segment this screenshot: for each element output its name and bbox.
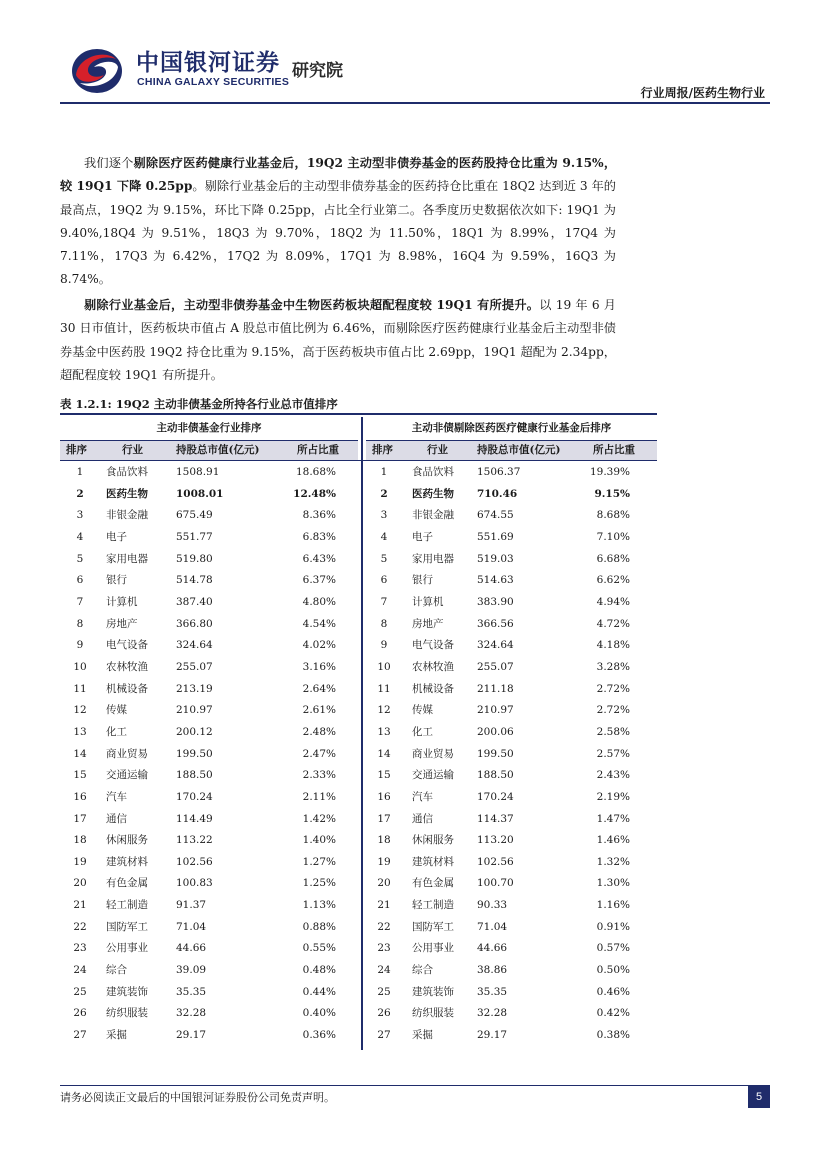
rank-cell: 7 — [380, 595, 388, 608]
rank-cell: 12 — [73, 704, 87, 717]
table-row — [0, 765, 827, 787]
paragraph-body: 以 19 年 6 月 30 日市值计，医药板块市值占 A 股总市值比例为 6.46%，而剔除医疗医药健康行业基金后主动型非债券基金中医药股 19Q2 持仓比重为 9.15%，高于医药板块市值占比 2.69pp，19Q1 超配为 2.34pp，超配程度较 19Q1 有所提升。 — [60, 298, 616, 382]
market-value-cell: 32.28 — [176, 1007, 207, 1020]
share-cell: 2.57% — [596, 747, 630, 760]
page-header — [0, 0, 827, 105]
table-row — [0, 873, 827, 895]
industry-cell: 交通运输 — [412, 769, 454, 782]
market-value-cell: 366.80 — [176, 617, 213, 630]
market-value-cell: 35.35 — [477, 985, 508, 998]
industry-cell: 电子 — [106, 530, 127, 543]
industry-cell: 国防军工 — [106, 920, 148, 933]
market-value-cell: 170.24 — [176, 790, 213, 803]
market-value-cell: 199.50 — [176, 747, 213, 760]
table-row — [0, 960, 827, 982]
industry-cell: 有色金属 — [106, 877, 148, 890]
share-cell: 2.72% — [596, 682, 630, 695]
market-value-cell: 44.66 — [176, 942, 207, 955]
market-value-cell: 32.28 — [477, 1007, 508, 1020]
paragraph-lead: 我们逐个 — [84, 156, 134, 170]
share-cell: 0.36% — [302, 1029, 336, 1042]
table-row — [0, 462, 827, 484]
share-cell: 1.16% — [596, 899, 630, 912]
market-value-cell: 1008.01 — [176, 487, 224, 500]
market-value-cell: 29.17 — [477, 1029, 508, 1042]
industry-cell: 电气设备 — [412, 639, 454, 652]
market-value-cell: 1508.91 — [176, 466, 220, 478]
logo-english-name: CHINA GALAXY SECURITIES — [137, 76, 290, 88]
industry-cell: 房地产 — [412, 617, 444, 630]
industry-cell: 轻工制造 — [412, 899, 454, 912]
market-value-cell: 551.69 — [477, 530, 514, 543]
share-cell: 0.40% — [302, 1007, 336, 1020]
market-value-cell: 71.04 — [176, 920, 207, 933]
column-header-share: 所占比重 — [297, 444, 339, 456]
rank-cell: 14 — [377, 747, 391, 760]
market-value-cell: 551.77 — [176, 530, 213, 543]
rank-cell: 17 — [73, 812, 87, 825]
industry-cell: 建筑材料 — [106, 855, 148, 868]
share-cell: 4.80% — [302, 595, 336, 608]
market-value-cell: 255.07 — [176, 660, 213, 673]
table-row — [0, 614, 827, 636]
industry-cell: 国防军工 — [412, 920, 454, 933]
industry-cell: 化工 — [412, 725, 433, 738]
table-row — [0, 809, 827, 831]
industry-cell: 汽车 — [106, 790, 127, 803]
footer-divider — [60, 1085, 770, 1086]
market-value-cell: 210.97 — [477, 704, 514, 717]
rank-cell: 19 — [73, 855, 87, 868]
market-value-cell: 113.22 — [176, 834, 213, 847]
rank-cell: 12 — [377, 704, 391, 717]
rank-cell: 10 — [377, 660, 391, 673]
industry-cell: 电子 — [412, 530, 433, 543]
industry-cell: 休闲服务 — [106, 834, 148, 847]
rank-cell: 20 — [73, 877, 87, 890]
table-row — [0, 549, 827, 571]
share-cell: 4.72% — [596, 617, 630, 630]
rank-cell: 25 — [377, 985, 391, 998]
rank-cell: 14 — [73, 747, 87, 760]
share-cell: 0.50% — [596, 964, 630, 977]
rank-cell: 5 — [380, 552, 388, 565]
market-value-cell: 213.19 — [176, 682, 213, 695]
rank-cell: 16 — [73, 790, 87, 803]
table-row — [0, 917, 827, 939]
industry-cell: 家用电器 — [412, 552, 454, 565]
rank-cell: 27 — [73, 1029, 87, 1042]
share-cell: 19.39% — [589, 466, 630, 478]
industry-cell: 综合 — [106, 964, 127, 977]
rank-cell: 13 — [73, 725, 87, 738]
share-cell: 6.43% — [302, 552, 336, 565]
column-header-industry: 行业 — [427, 444, 448, 456]
rank-cell: 4 — [76, 530, 84, 543]
rank-cell: 3 — [380, 509, 388, 522]
share-cell: 1.46% — [596, 834, 630, 847]
industry-cell: 商业贸易 — [106, 747, 148, 760]
share-cell: 0.38% — [596, 1029, 630, 1042]
rank-cell: 17 — [377, 812, 391, 825]
industry-cell: 非银金融 — [412, 509, 454, 522]
share-cell: 4.18% — [596, 639, 630, 652]
galaxy-swirl-icon — [70, 45, 124, 95]
industry-cell: 电气设备 — [106, 639, 148, 652]
table-row — [0, 787, 827, 809]
share-cell: 4.54% — [302, 617, 336, 630]
share-cell: 6.37% — [302, 574, 336, 587]
share-cell: 6.83% — [302, 530, 336, 543]
rank-cell: 23 — [73, 942, 87, 955]
share-cell: 1.30% — [596, 877, 630, 890]
rank-cell: 4 — [380, 530, 388, 543]
industry-cell: 传媒 — [412, 704, 433, 717]
market-value-cell: 519.80 — [176, 552, 213, 565]
industry-cell: 交通运输 — [106, 769, 148, 782]
industry-cell: 建筑装饰 — [106, 985, 148, 998]
market-value-cell: 91.37 — [176, 899, 207, 912]
footer-disclaimer: 请务必阅读正文最后的中国银河证券股份公司免责声明。 — [60, 1091, 335, 1104]
industry-cell: 食品饮料 — [106, 466, 148, 478]
table-row — [0, 982, 827, 1004]
market-value-cell: 383.90 — [477, 595, 514, 608]
market-value-cell: 366.56 — [477, 617, 514, 630]
market-value-cell: 35.35 — [176, 985, 207, 998]
share-cell: 0.46% — [596, 985, 630, 998]
rank-cell: 27 — [377, 1029, 391, 1042]
market-value-cell: 514.78 — [176, 574, 213, 587]
column-header-share: 所占比重 — [593, 444, 635, 456]
rank-cell: 15 — [377, 769, 391, 782]
industry-cell: 综合 — [412, 964, 433, 977]
share-cell: 2.64% — [302, 682, 336, 695]
market-value-cell: 102.56 — [477, 855, 514, 868]
market-value-cell: 255.07 — [477, 660, 514, 673]
rank-cell: 5 — [76, 552, 84, 565]
industry-cell: 休闲服务 — [412, 834, 454, 847]
share-cell: 0.42% — [596, 1007, 630, 1020]
table-row — [0, 938, 827, 960]
rank-cell: 9 — [76, 639, 84, 652]
paragraph-bold-lead: 剔除医疗医药健康行业基金后，19Q2 主动型非债券基金的医药股持仓比重为 9.15%，较 19Q1 下降 0.25pp — [60, 156, 617, 194]
table-group-header-left: 主动非债基金行业排序 — [156, 422, 262, 434]
share-cell: 8.68% — [596, 509, 630, 522]
share-cell: 0.48% — [302, 964, 336, 977]
share-cell: 2.58% — [596, 725, 630, 738]
table-row — [0, 700, 827, 722]
rank-cell: 2 — [380, 487, 388, 500]
page-number: 5 — [748, 1086, 770, 1108]
industry-cell: 农林牧渔 — [412, 660, 454, 673]
rank-cell: 1 — [380, 466, 388, 478]
industry-cell: 纺织服装 — [412, 1007, 454, 1020]
share-cell: 6.68% — [596, 552, 630, 565]
share-cell: 8.36% — [302, 509, 336, 522]
table-row — [0, 830, 827, 852]
rank-cell: 8 — [380, 617, 388, 630]
share-cell: 12.48% — [293, 487, 336, 500]
industry-cell: 建筑材料 — [412, 855, 454, 868]
share-cell: 3.16% — [302, 660, 336, 673]
rank-cell: 23 — [377, 942, 391, 955]
share-cell: 0.91% — [596, 920, 630, 933]
market-value-cell: 102.56 — [176, 855, 213, 868]
industry-cell: 公用事业 — [412, 942, 454, 955]
market-value-cell: 29.17 — [176, 1029, 207, 1042]
industry-cell: 医药生物 — [106, 487, 148, 500]
share-cell: 2.11% — [302, 790, 336, 803]
market-value-cell: 200.06 — [477, 725, 514, 738]
table-row — [0, 895, 827, 917]
rank-cell: 10 — [73, 660, 87, 673]
table-row — [0, 570, 827, 592]
rank-cell: 25 — [73, 985, 87, 998]
market-value-cell: 71.04 — [477, 920, 508, 933]
share-cell: 0.88% — [302, 920, 336, 933]
table-row — [0, 657, 827, 679]
table-row — [0, 679, 827, 701]
market-value-cell: 114.49 — [176, 812, 213, 825]
market-value-cell: 38.86 — [477, 964, 508, 977]
column-header-rank: 排序 — [372, 444, 393, 456]
market-value-cell: 1506.37 — [477, 466, 521, 478]
market-value-cell: 100.70 — [477, 877, 514, 890]
table-body — [0, 462, 827, 1047]
market-value-cell: 100.83 — [176, 877, 213, 890]
share-cell: 1.32% — [596, 855, 630, 868]
table-row — [0, 527, 827, 549]
table-header-rule — [60, 460, 657, 461]
share-cell: 7.10% — [596, 530, 630, 543]
share-cell: 2.48% — [302, 725, 336, 738]
rank-cell: 19 — [377, 855, 391, 868]
column-header-value: 持股总市值(亿元) — [477, 444, 561, 456]
market-value-cell: 114.37 — [477, 812, 514, 825]
rank-cell: 24 — [377, 964, 391, 977]
column-header-industry: 行业 — [122, 444, 143, 456]
table-row — [0, 744, 827, 766]
market-value-cell: 199.50 — [477, 747, 514, 760]
table-row — [0, 852, 827, 874]
rank-cell: 11 — [73, 682, 87, 695]
industry-cell: 医药生物 — [412, 487, 454, 500]
rank-cell: 7 — [76, 595, 84, 608]
industry-cell: 通信 — [412, 812, 433, 825]
rank-cell: 24 — [73, 964, 87, 977]
table-title: 表 1.2.1: 19Q2 主动非债基金所持各行业总市值排序 — [60, 397, 338, 411]
market-value-cell: 113.20 — [477, 834, 514, 847]
share-cell: 0.44% — [302, 985, 336, 998]
paragraph-bold-lead: 剔除行业基金后，主动型非债券基金中生物医药板块超配程度较 19Q1 有所提升。 — [84, 298, 540, 312]
market-value-cell: 710.46 — [477, 487, 518, 500]
rank-cell: 11 — [377, 682, 391, 695]
industry-cell: 计算机 — [412, 595, 444, 608]
table-row — [0, 592, 827, 614]
industry-cell: 化工 — [106, 725, 127, 738]
column-header-rank: 排序 — [66, 444, 87, 456]
share-cell: 4.94% — [596, 595, 630, 608]
market-value-cell: 674.55 — [477, 509, 514, 522]
industry-cell: 银行 — [106, 574, 127, 587]
table-row — [0, 1025, 827, 1047]
share-cell: 2.72% — [596, 704, 630, 717]
industry-cell: 银行 — [412, 574, 433, 587]
rank-cell: 18 — [377, 834, 391, 847]
industry-cell: 计算机 — [106, 595, 138, 608]
share-cell: 18.68% — [295, 466, 336, 478]
rank-cell: 21 — [73, 899, 87, 912]
market-value-cell: 211.18 — [477, 682, 514, 695]
market-value-cell: 44.66 — [477, 942, 508, 955]
industry-cell: 商业贸易 — [412, 747, 454, 760]
rank-cell: 3 — [76, 509, 84, 522]
table-row — [0, 722, 827, 744]
rank-cell: 6 — [76, 574, 84, 587]
market-value-cell: 519.03 — [477, 552, 514, 565]
market-value-cell: 675.49 — [176, 509, 213, 522]
share-cell: 1.40% — [302, 834, 336, 847]
share-cell: 2.33% — [302, 769, 336, 782]
industry-cell: 轻工制造 — [106, 899, 148, 912]
share-cell: 3.28% — [596, 660, 630, 673]
industry-cell: 机械设备 — [106, 682, 148, 695]
industry-cell: 非银金融 — [106, 509, 148, 522]
rank-cell: 8 — [76, 617, 84, 630]
industry-cell: 纺织服装 — [106, 1007, 148, 1020]
market-value-cell: 387.40 — [176, 595, 213, 608]
share-cell: 9.15% — [594, 487, 630, 500]
rank-cell: 6 — [380, 574, 388, 587]
report-type: 行业周报/医药生物行业 — [640, 86, 765, 100]
paragraph-holdings — [60, 152, 616, 292]
share-cell: 2.43% — [596, 769, 630, 782]
rank-cell: 22 — [377, 920, 391, 933]
table-row — [0, 505, 827, 527]
market-value-cell: 210.97 — [176, 704, 213, 717]
rank-cell: 15 — [73, 769, 87, 782]
rank-cell: 16 — [377, 790, 391, 803]
table-top-rule — [60, 413, 657, 415]
industry-cell: 有色金属 — [412, 877, 454, 890]
share-cell: 1.42% — [302, 812, 336, 825]
share-cell: 1.13% — [302, 899, 336, 912]
industry-cell: 家用电器 — [106, 552, 148, 565]
market-value-cell: 200.12 — [176, 725, 213, 738]
industry-cell: 通信 — [106, 812, 127, 825]
market-value-cell: 324.64 — [176, 639, 213, 652]
share-cell: 2.47% — [302, 747, 336, 760]
share-cell: 1.27% — [302, 855, 336, 868]
table-group-header-right: 主动非债剔除医药医疗健康行业基金后排序 — [411, 422, 612, 434]
share-cell: 0.57% — [596, 942, 630, 955]
institute-label: 研究院 — [292, 61, 343, 81]
rank-cell: 2 — [76, 487, 84, 500]
industry-cell: 汽车 — [412, 790, 433, 803]
industry-cell: 建筑装饰 — [412, 985, 454, 998]
paragraph-body: 。剔除行业基金后的主动型非债券基金的医药持仓比重在 18Q2 达到近 3 年的最高点，19Q2 为 9.15%，环比下降 0.25pp，占比全行业第二。各季度历史数据依次如下: 19Q1 为 9.40%,18Q4 为 9.51%，18Q3 为 9.70%，18Q2 为 11.50%，18Q1 为 8.99%，17Q4 为 7.11%，17Q3 为 6.42%，17Q2 为 8.09%，17Q1 为 8.98%，16Q4 为 9.59%，16Q3 为 8.74%。 — [60, 179, 616, 287]
industry-cell: 传媒 — [106, 704, 127, 717]
share-cell: 0.55% — [302, 942, 336, 955]
logo-chinese-name: 中国银河证券 — [136, 50, 280, 76]
rank-cell: 26 — [377, 1007, 391, 1020]
share-cell: 6.62% — [596, 574, 630, 587]
industry-cell: 农林牧渔 — [106, 660, 148, 673]
share-cell: 1.25% — [302, 877, 336, 890]
rank-cell: 18 — [73, 834, 87, 847]
rank-cell: 13 — [377, 725, 391, 738]
market-value-cell: 324.64 — [477, 639, 514, 652]
share-cell: 4.02% — [302, 639, 336, 652]
market-value-cell: 170.24 — [477, 790, 514, 803]
market-value-cell: 39.09 — [176, 964, 207, 977]
market-value-cell: 90.33 — [477, 899, 508, 912]
industry-cell: 采掘 — [412, 1029, 433, 1042]
paragraph-overweight — [60, 294, 616, 387]
industry-cell: 公用事业 — [106, 942, 148, 955]
header-divider — [60, 102, 770, 104]
market-value-cell: 188.50 — [176, 769, 213, 782]
market-value-cell: 188.50 — [477, 769, 514, 782]
column-header-value: 持股总市值(亿元) — [176, 444, 260, 456]
rank-cell: 26 — [73, 1007, 87, 1020]
share-cell: 2.61% — [302, 704, 336, 717]
table-row — [0, 635, 827, 657]
industry-cell: 采掘 — [106, 1029, 127, 1042]
rank-cell: 20 — [377, 877, 391, 890]
share-cell: 2.19% — [596, 790, 630, 803]
market-value-cell: 514.63 — [477, 574, 514, 587]
table-row — [0, 484, 827, 506]
rank-cell: 9 — [380, 639, 388, 652]
table-row — [0, 1003, 827, 1025]
industry-cell: 食品饮料 — [412, 466, 454, 478]
industry-cell: 房地产 — [106, 617, 138, 630]
industry-cell: 机械设备 — [412, 682, 454, 695]
share-cell: 1.47% — [596, 812, 630, 825]
rank-cell: 21 — [377, 899, 391, 912]
rank-cell: 1 — [76, 466, 84, 478]
rank-cell: 22 — [73, 920, 87, 933]
